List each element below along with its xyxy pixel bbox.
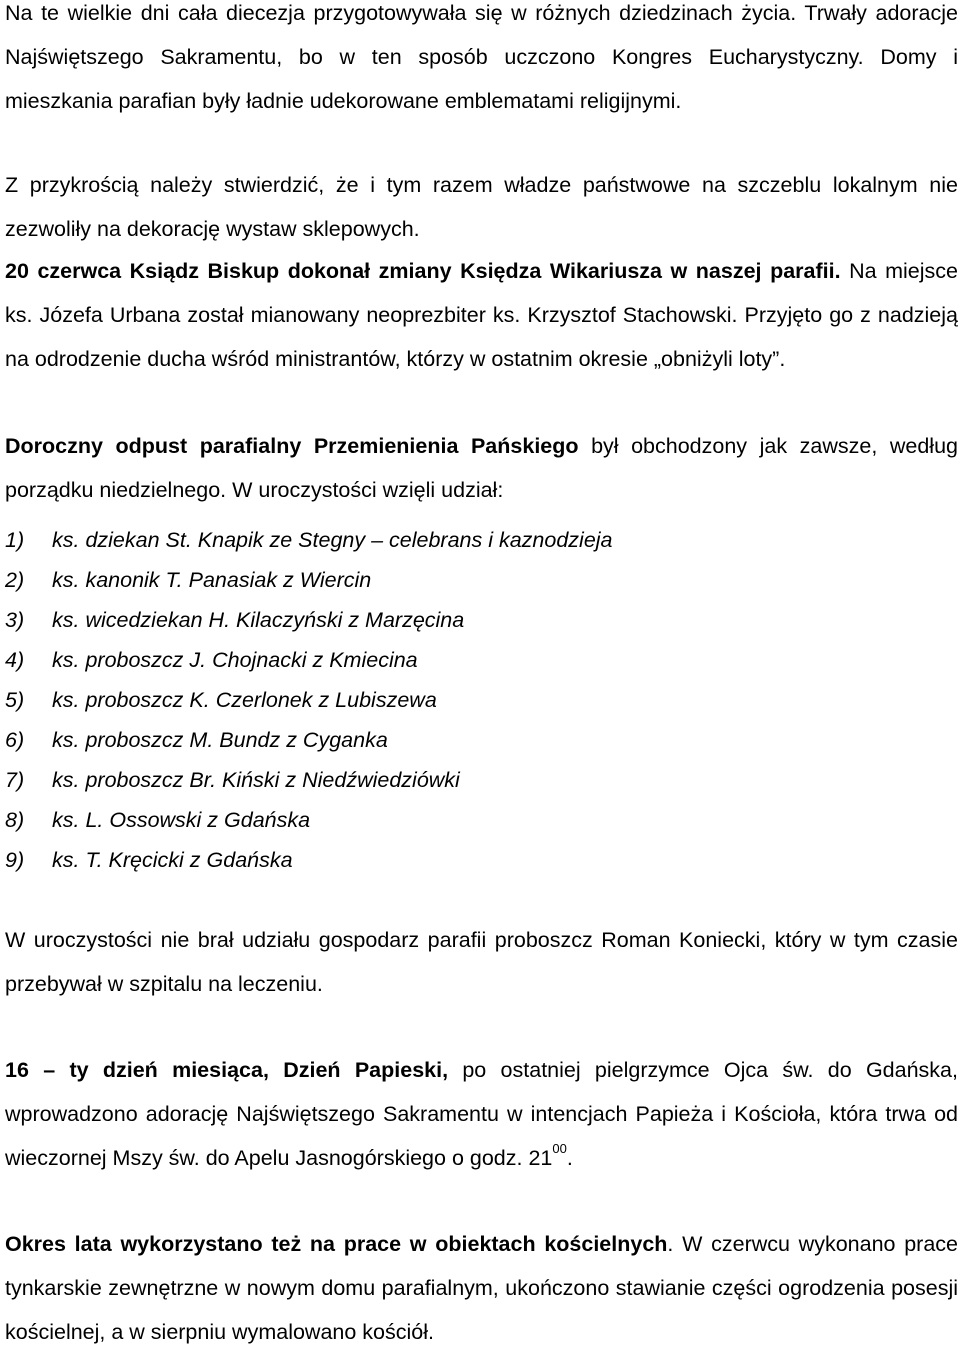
- participants-list: [5, 520, 613, 880]
- paragraph-parish-indulgence: Doroczny odpust parafialny Przemienienia Pańskiego był obchodzony jak zawsze, według porządku niedzielnego. W uroczystości wzięli udział:: [5, 434, 958, 502]
- papal-day-heading: 16 – ty dzień miesiąca, Dzień Papieski,: [5, 1058, 449, 1082]
- list-item: 8) ks. L. Ossowski z Gdańska: [5, 808, 311, 832]
- list-item: 4) ks. proboszcz J. Chojnacki z Kmiecina: [5, 648, 418, 672]
- paragraph-vicar-change: 20 czerwca Ksiądz Biskup dokonał zmiany Księdza Wikariusza w naszej parafii. Na miejsce ks. Józefa Urbana został mianowany neoprezbiter ks. Krzysztof Stachowski. Przyjęto go z nadzieją na odrodzenie ducha wśród ministrantów, którzy w ostatnim okresie „obniżyli loty”.: [5, 259, 958, 371]
- list-item: 5) ks. proboszcz K. Czerlonek z Lubiszewa: [5, 688, 437, 712]
- list-item: 2) ks. kanonik T. Panasiak z Wiercin: [5, 568, 372, 592]
- paragraph-papal-day: 16 – ty dzień miesiąca, Dzień Papieski, po ostatniej pielgrzymce Ojca św. do Gdańska, wprowadzono adorację Najświętszego Sakramentu w intencjach Papieża i Kościoła, która trwa od wieczornej Mszy św. do Apelu Jasnogórskiego o godz. $21^{00}$.: [5, 1058, 958, 1170]
- paragraph-diocese-preparations: Na te wielkie dni cała diecezja przygotowywała się w różnych dziedzinach życia. Trwały adoracje Najświętszego Sakramentu, bo w ten sposób uczczono Kongres Eucharystyczny. Domy i mieszkania parafian były ładnie udekorowane emblematami religijnymi.: [5, 1, 958, 113]
- list-item: 7) ks. proboszcz Br. Kiński z Niedźwiedziówki: [5, 768, 460, 792]
- paragraph-shop-windows: Z przykrością należy stwierdzić, że i tym razem władze państwowe na szczeblu lokalnym nie zezwoliły na dekorację wystaw sklepowych.: [5, 173, 958, 241]
- list-item: 9) ks. T. Kręcicki z Gdańska: [5, 848, 293, 872]
- list-item: 6) ks. proboszcz M. Bundz z Cyganka: [5, 728, 388, 752]
- list-item: 3) ks. wicedziekan H. Kilaczyński z Marzęcina: [5, 608, 465, 632]
- vicar-change-heading: 20 czerwca Ksiądz Biskup dokonał zmiany Księdza Wikariusza w naszej parafii.: [5, 259, 841, 283]
- summer-works-heading: Okres lata wykorzystano też na prace w obiektach kościelnych: [5, 1232, 668, 1256]
- paragraph-summer-works: Okres lata wykorzystano też na prace w obiektach kościelnych. W czerwcu wykonano prace tynkarskie zewnętrzne w nowym domu parafialnym, ukończono stawianie części ogrodzenia posesji kościelnej, a w sierpniu wymalowano kościół.: [5, 1232, 958, 1344]
- list-item: 1) ks. dziekan St. Knapik ze Stegny – celebrans i kaznodzieja: [5, 528, 613, 552]
- paragraph-pastor-absence: W uroczystości nie brał udziału gospodarz parafii proboszcz Roman Koniecki, który w tym czasie przebywał w szpitalu na leczeniu.: [5, 928, 958, 996]
- indulgence-heading: Doroczny odpust parafialny Przemienienia Pańskiego: [5, 434, 579, 458]
